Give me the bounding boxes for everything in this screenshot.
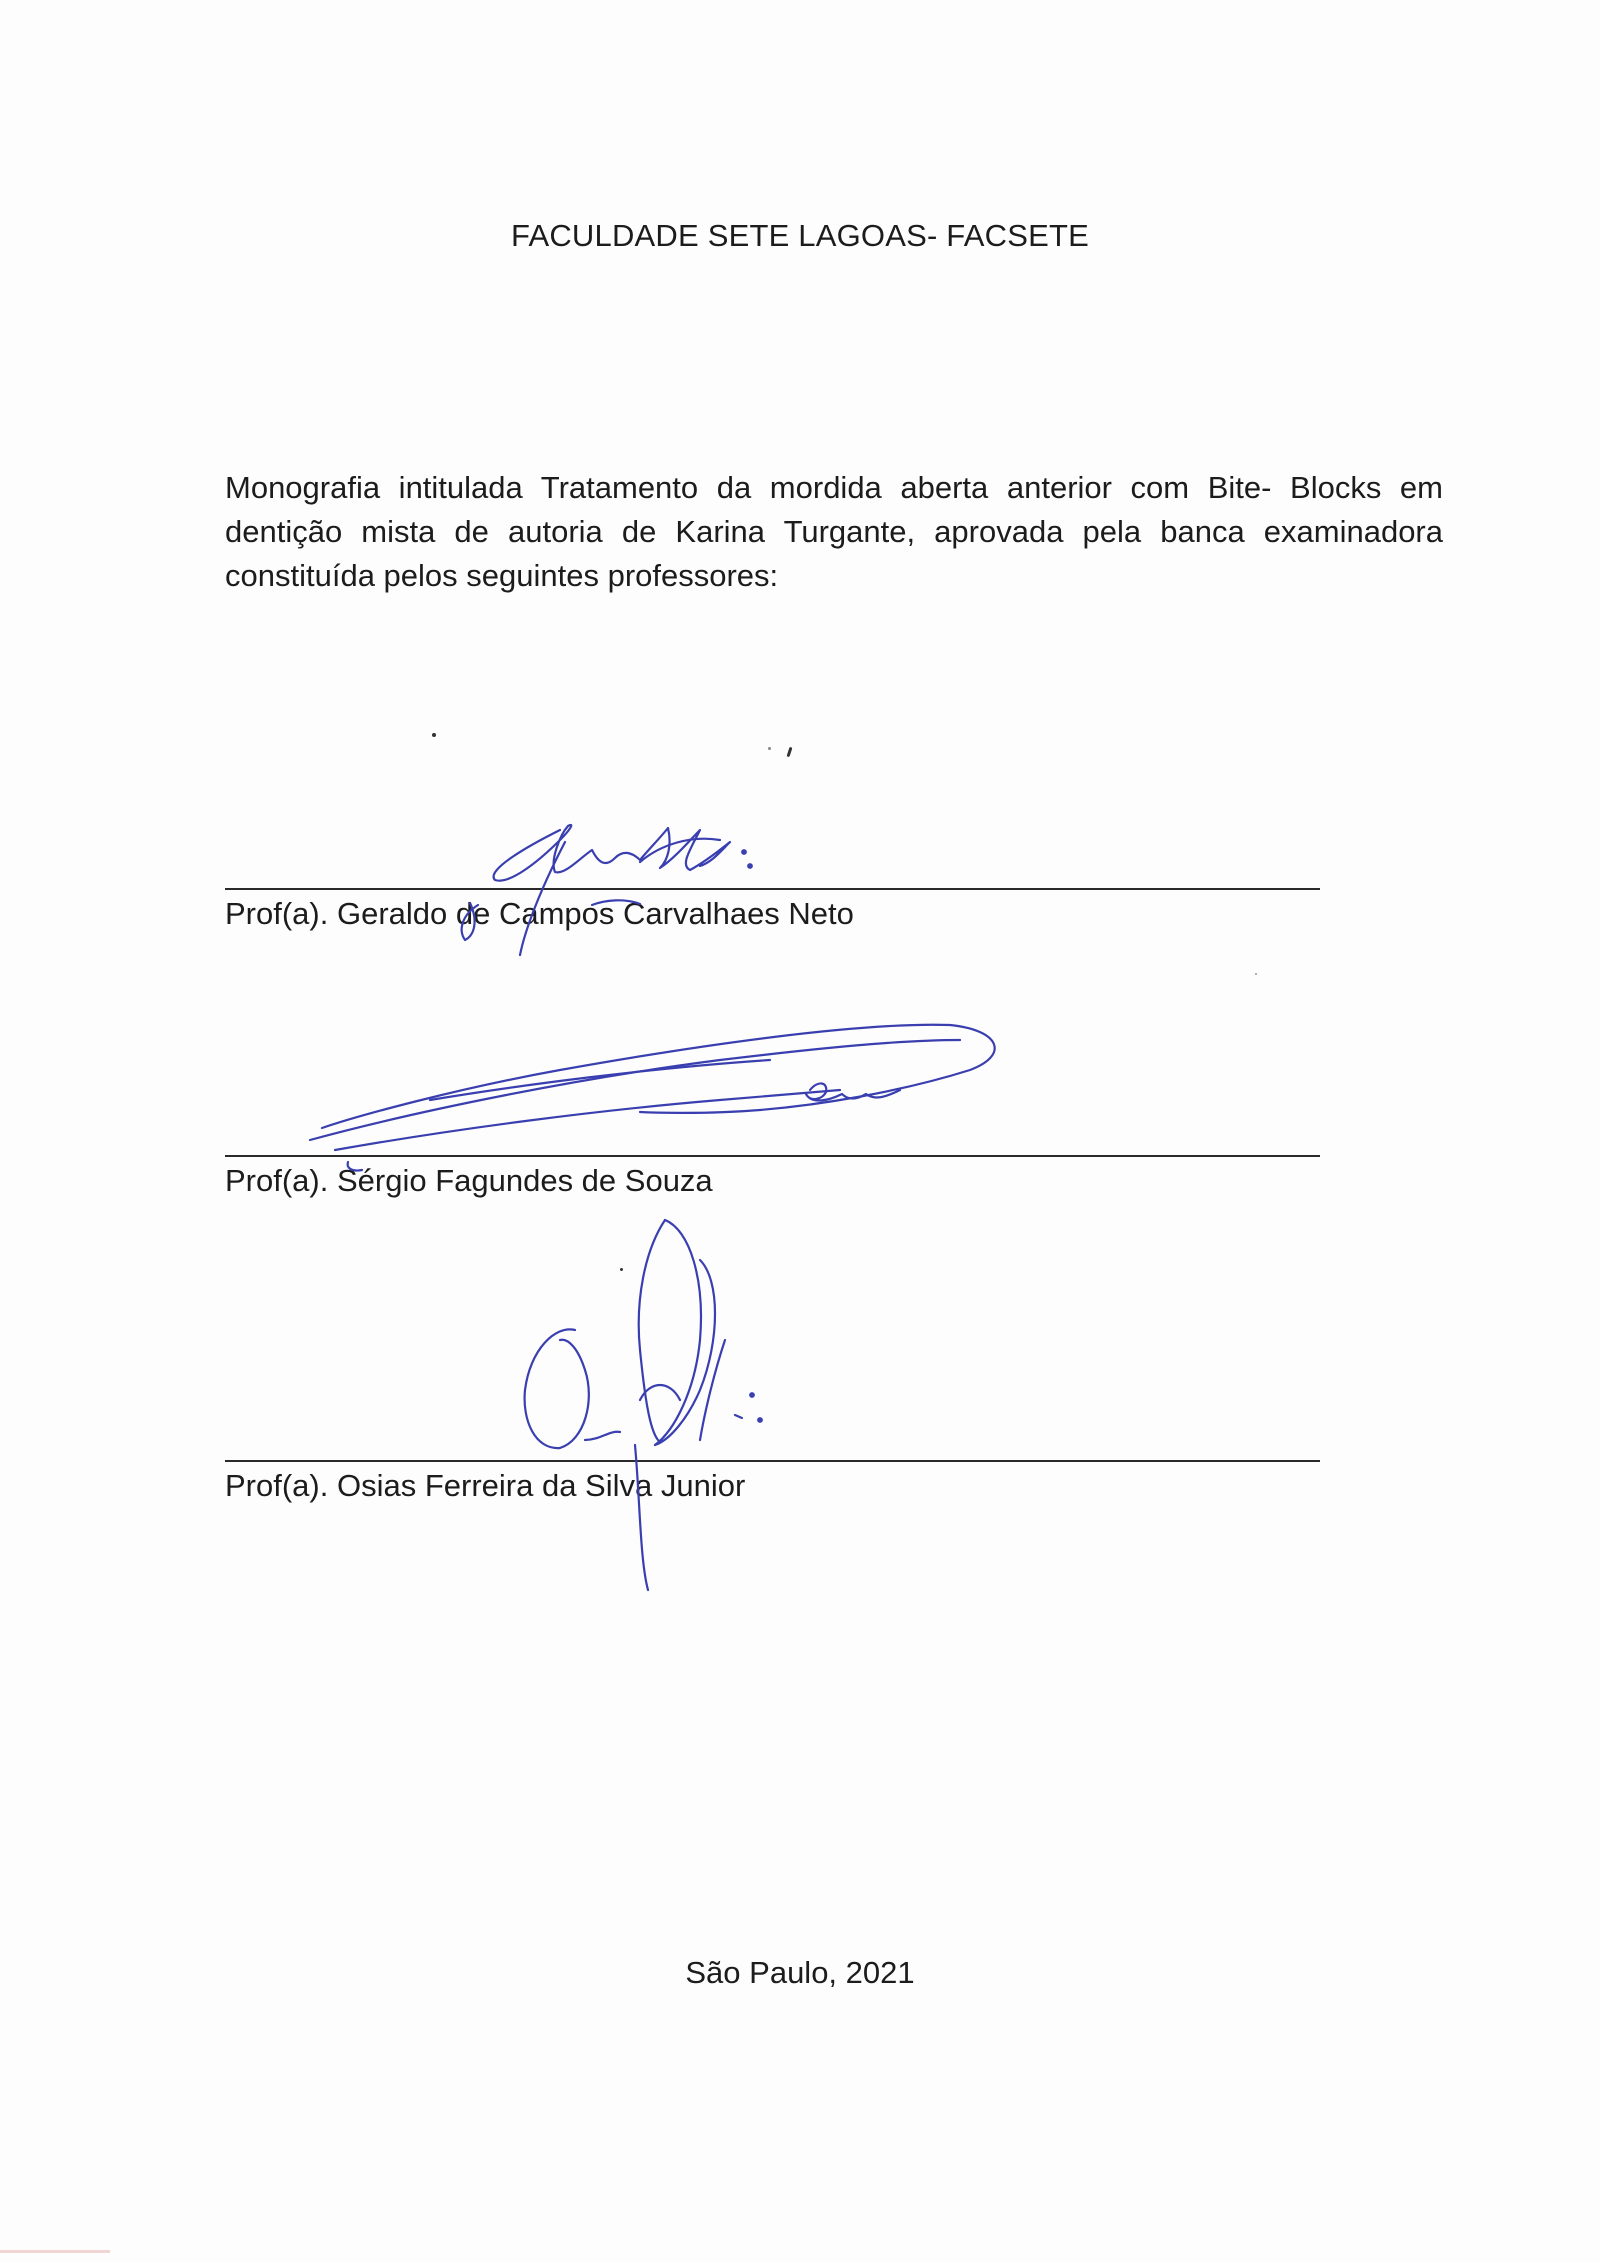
examiner-signature-block-2 [225,1155,1320,1199]
scan-edge-artifact [0,2250,110,2253]
scan-speck [1255,973,1257,975]
examiner-signature-block-1 [225,888,1320,932]
signature-line [225,888,1320,890]
institution-title: FACULDADE SETE LAGOAS- FACSETE [511,218,1089,253]
signature-line [225,1460,1320,1462]
signature-3-drawing [525,1220,762,1590]
scan-speck [432,733,436,737]
examiner-name: Prof(a). Osias Ferreira da Silva Junior [225,1468,746,1503]
approval-statement: Monografia intitulada Tratamento da mordida aberta anterior com Bite- Blocks em dentição mista de autoria de Karina Turgante, aprovada pela banca examinadora constituída pelos seguintes professores: [225,470,1443,593]
signature-2-drawing [310,1025,995,1171]
scan-speck [620,1268,623,1271]
signature-line [225,1155,1320,1157]
scan-speck [787,747,793,757]
place-and-date: São Paulo, 2021 [685,1955,915,1990]
examiner-name: Prof(a). Sérgio Fagundes de Souza [225,1163,713,1198]
scan-speck [768,747,771,750]
examiner-signature-block-3 [225,1460,1320,1504]
examiner-name: Prof(a). Geraldo de Campos Carvalhaes Neto [225,896,854,931]
